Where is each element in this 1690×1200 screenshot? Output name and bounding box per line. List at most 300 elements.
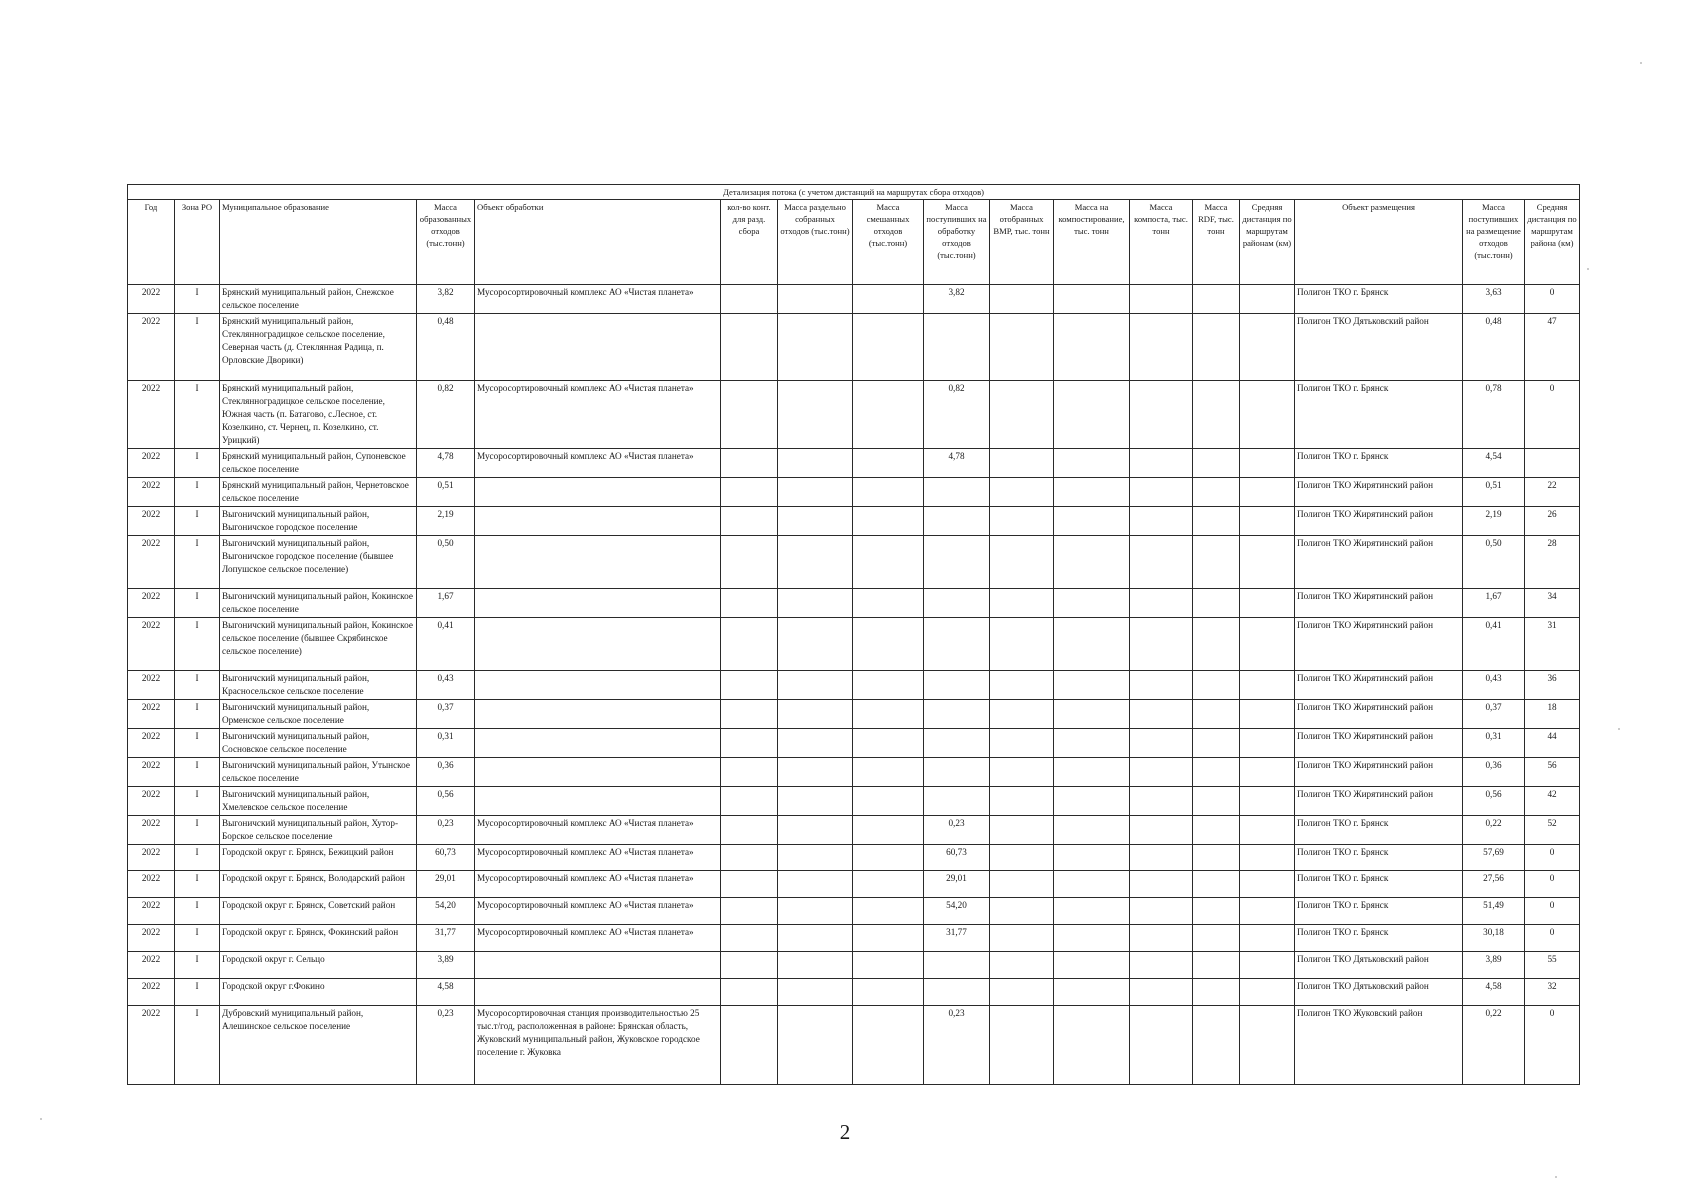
placement-mass-cell: 0,51 <box>1463 478 1525 507</box>
compost-cell <box>1130 671 1193 700</box>
placement-mass-cell: 1,67 <box>1463 589 1525 618</box>
placement-object-cell: Полигон ТКО Жирятинский район <box>1295 729 1463 758</box>
year-cell: 2022 <box>128 729 175 758</box>
compost-input-cell <box>1054 952 1130 979</box>
containers-cell <box>721 979 778 1006</box>
zone-cell: I <box>175 285 220 314</box>
rdf-cell <box>1193 478 1240 507</box>
avg-distance-route-cell <box>1240 285 1295 314</box>
vmr-mass-cell <box>990 925 1054 952</box>
year-cell: 2022 <box>128 507 175 536</box>
distance-cell: 42 <box>1525 787 1580 816</box>
year-cell: 2022 <box>128 478 175 507</box>
rdf-cell <box>1193 449 1240 478</box>
compost-input-cell <box>1054 285 1130 314</box>
rdf-cell <box>1193 758 1240 787</box>
placement-object-cell: Полигон ТКО Жуковский район <box>1295 1006 1463 1085</box>
mixed-mass-cell <box>853 729 924 758</box>
containers-cell <box>721 589 778 618</box>
placement-object-cell: Полигон ТКО г. Брянск <box>1295 381 1463 449</box>
mixed-mass-cell <box>853 898 924 925</box>
separate-mass-cell <box>778 536 853 589</box>
separate-mass-cell <box>778 1006 853 1085</box>
processing-object-cell <box>475 729 721 758</box>
processing-mass-cell <box>924 536 990 589</box>
distance-cell: 31 <box>1525 618 1580 671</box>
year-cell: 2022 <box>128 671 175 700</box>
rdf-cell <box>1193 507 1240 536</box>
distance-cell: 28 <box>1525 536 1580 589</box>
processing-object-cell <box>475 787 721 816</box>
processing-mass-cell: 29,01 <box>924 871 990 898</box>
placement-object-cell: Полигон ТКО г. Брянск <box>1295 871 1463 898</box>
processing-mass-cell <box>924 507 990 536</box>
mass-generated-cell: 31,77 <box>417 925 475 952</box>
compost-cell <box>1130 381 1193 449</box>
table-header <box>128 185 1580 285</box>
scan-speck <box>1618 728 1620 730</box>
separate-mass-cell <box>778 671 853 700</box>
avg-distance-route-cell <box>1240 478 1295 507</box>
scan-speck <box>1555 1176 1557 1178</box>
municipality-cell: Выгоничский муниципальный район, Кокинское сельское поселение (бывшее Скрябинское сельское поселение) <box>220 618 417 671</box>
separate-mass-cell <box>778 314 853 381</box>
compost-cell <box>1130 979 1193 1006</box>
containers-cell <box>721 449 778 478</box>
column-header: Масса компоста, тыс. тонн <box>1130 200 1193 285</box>
placement-object-cell: Полигон ТКО Дятьковский район <box>1295 314 1463 381</box>
containers-cell <box>721 618 778 671</box>
municipality-cell: Выгоничский муниципальный район, Выгоничское городское поселение <box>220 507 417 536</box>
compost-cell <box>1130 729 1193 758</box>
processing-mass-cell: 0,23 <box>924 816 990 845</box>
mass-generated-cell: 29,01 <box>417 871 475 898</box>
placement-object-cell: Полигон ТКО Дятьковский район <box>1295 952 1463 979</box>
distance-cell: 18 <box>1525 700 1580 729</box>
separate-mass-cell <box>778 285 853 314</box>
year-cell: 2022 <box>128 589 175 618</box>
containers-cell <box>721 871 778 898</box>
compost-input-cell <box>1054 449 1130 478</box>
waste-flow-table <box>127 184 1580 1085</box>
municipality-cell: Брянский муниципальный район, Снежское сельское поселение <box>220 285 417 314</box>
containers-cell <box>721 285 778 314</box>
containers-cell <box>721 898 778 925</box>
processing-mass-cell <box>924 478 990 507</box>
table-row <box>128 618 1580 671</box>
table-row <box>128 729 1580 758</box>
avg-distance-route-cell <box>1240 952 1295 979</box>
compost-input-cell <box>1054 729 1130 758</box>
municipality-cell: Выгоничский муниципальный район, Орменское сельское поселение <box>220 700 417 729</box>
avg-distance-route-cell <box>1240 871 1295 898</box>
rdf-cell <box>1193 816 1240 845</box>
separate-mass-cell <box>778 925 853 952</box>
processing-object-cell <box>475 618 721 671</box>
placement-object-cell: Полигон ТКО Жирятинский район <box>1295 671 1463 700</box>
processing-object-cell <box>475 700 721 729</box>
zone-cell: I <box>175 816 220 845</box>
avg-distance-route-cell <box>1240 979 1295 1006</box>
zone-cell: I <box>175 898 220 925</box>
placement-mass-cell: 57,69 <box>1463 845 1525 871</box>
vmr-mass-cell <box>990 671 1054 700</box>
column-header: Год <box>128 200 175 285</box>
table-row <box>128 871 1580 898</box>
zone-cell: I <box>175 845 220 871</box>
vmr-mass-cell <box>990 536 1054 589</box>
separate-mass-cell <box>778 449 853 478</box>
zone-cell: I <box>175 618 220 671</box>
avg-distance-route-cell <box>1240 618 1295 671</box>
processing-mass-cell: 60,73 <box>924 845 990 871</box>
rdf-cell <box>1193 845 1240 871</box>
distance-cell: 0 <box>1525 845 1580 871</box>
mass-generated-cell: 0,43 <box>417 671 475 700</box>
avg-distance-route-cell <box>1240 758 1295 787</box>
municipality-cell: Выгоничский муниципальный район, Хутор-Борское сельское поселение <box>220 816 417 845</box>
separate-mass-cell <box>778 618 853 671</box>
mass-generated-cell: 0,51 <box>417 478 475 507</box>
compost-input-cell <box>1054 871 1130 898</box>
column-header: Масса поступивших на размещение отходов (тыс.тонн) <box>1463 200 1525 285</box>
mixed-mass-cell <box>853 925 924 952</box>
processing-mass-cell: 31,77 <box>924 925 990 952</box>
avg-distance-route-cell <box>1240 729 1295 758</box>
processing-object-cell <box>475 671 721 700</box>
compost-cell <box>1130 871 1193 898</box>
mixed-mass-cell <box>853 671 924 700</box>
year-cell: 2022 <box>128 925 175 952</box>
vmr-mass-cell <box>990 449 1054 478</box>
year-cell: 2022 <box>128 618 175 671</box>
containers-cell <box>721 671 778 700</box>
processing-object-cell: Мусоросортировочный комплекс АО «Чистая планета» <box>475 898 721 925</box>
vmr-mass-cell <box>990 952 1054 979</box>
mass-generated-cell: 4,58 <box>417 979 475 1006</box>
municipality-cell: Городской округ г. Сельцо <box>220 952 417 979</box>
separate-mass-cell <box>778 758 853 787</box>
distance-cell: 34 <box>1525 589 1580 618</box>
table-row <box>128 952 1580 979</box>
placement-mass-cell: 0,50 <box>1463 536 1525 589</box>
compost-cell <box>1130 285 1193 314</box>
separate-mass-cell <box>778 589 853 618</box>
processing-object-cell: Мусоросортировочный комплекс АО «Чистая планета» <box>475 449 721 478</box>
rdf-cell <box>1193 979 1240 1006</box>
year-cell: 2022 <box>128 871 175 898</box>
mass-generated-cell: 1,67 <box>417 589 475 618</box>
placement-mass-cell: 27,56 <box>1463 871 1525 898</box>
compost-cell <box>1130 700 1193 729</box>
compost-input-cell <box>1054 845 1130 871</box>
distance-cell: 36 <box>1525 671 1580 700</box>
year-cell: 2022 <box>128 787 175 816</box>
compost-cell <box>1130 589 1193 618</box>
table-row <box>128 758 1580 787</box>
placement-mass-cell: 0,78 <box>1463 381 1525 449</box>
vmr-mass-cell <box>990 758 1054 787</box>
containers-cell <box>721 845 778 871</box>
rdf-cell <box>1193 952 1240 979</box>
compost-cell <box>1130 478 1193 507</box>
compost-cell <box>1130 787 1193 816</box>
containers-cell <box>721 381 778 449</box>
rdf-cell <box>1193 898 1240 925</box>
processing-object-cell <box>475 478 721 507</box>
avg-distance-route-cell <box>1240 507 1295 536</box>
avg-distance-route-cell <box>1240 449 1295 478</box>
containers-cell <box>721 314 778 381</box>
containers-cell <box>721 1006 778 1085</box>
table-row <box>128 314 1580 381</box>
compost-input-cell <box>1054 478 1130 507</box>
placement-mass-cell: 3,63 <box>1463 285 1525 314</box>
avg-distance-route-cell <box>1240 845 1295 871</box>
column-header-row <box>128 200 1580 285</box>
year-cell: 2022 <box>128 449 175 478</box>
vmr-mass-cell <box>990 1006 1054 1085</box>
compost-input-cell <box>1054 979 1130 1006</box>
processing-object-cell <box>475 589 721 618</box>
placement-object-cell: Полигон ТКО Жирятинский район <box>1295 589 1463 618</box>
mass-generated-cell: 0,23 <box>417 816 475 845</box>
compost-input-cell <box>1054 898 1130 925</box>
mass-generated-cell: 0,36 <box>417 758 475 787</box>
column-header: Масса поступивших на обработку отходов (тыс.тонн) <box>924 200 990 285</box>
placement-object-cell: Полигон ТКО Жирятинский район <box>1295 787 1463 816</box>
year-cell: 2022 <box>128 952 175 979</box>
placement-mass-cell: 0,36 <box>1463 758 1525 787</box>
containers-cell <box>721 536 778 589</box>
zone-cell: I <box>175 1006 220 1085</box>
rdf-cell <box>1193 618 1240 671</box>
mass-generated-cell: 60,73 <box>417 845 475 871</box>
processing-mass-cell: 0,23 <box>924 1006 990 1085</box>
compost-cell <box>1130 314 1193 381</box>
placement-mass-cell: 0,56 <box>1463 787 1525 816</box>
year-cell: 2022 <box>128 816 175 845</box>
zone-cell: I <box>175 925 220 952</box>
mass-generated-cell: 0,41 <box>417 618 475 671</box>
mass-generated-cell: 0,56 <box>417 787 475 816</box>
zone-cell: I <box>175 671 220 700</box>
municipality-cell: Городской округ г. Брянск, Бежицкий район <box>220 845 417 871</box>
distance-cell: 47 <box>1525 314 1580 381</box>
mixed-mass-cell <box>853 589 924 618</box>
processing-object-cell <box>475 536 721 589</box>
table-row <box>128 1006 1580 1085</box>
placement-mass-cell: 2,19 <box>1463 507 1525 536</box>
compost-input-cell <box>1054 381 1130 449</box>
mixed-mass-cell <box>853 507 924 536</box>
separate-mass-cell <box>778 787 853 816</box>
placement-object-cell: Полигон ТКО Жирятинский район <box>1295 618 1463 671</box>
scan-speck <box>1587 268 1589 270</box>
compost-cell <box>1130 952 1193 979</box>
containers-cell <box>721 816 778 845</box>
zone-cell: I <box>175 449 220 478</box>
rdf-cell <box>1193 1006 1240 1085</box>
distance-cell: 56 <box>1525 758 1580 787</box>
table-row <box>128 285 1580 314</box>
municipality-cell: Брянский муниципальный район, Стеклянноградицкое сельское поселение, Южная часть (п. Батагово, с.Лесное, ст. Козелкино, ст. Чернец, п. Козелкино, ст. Урицкий) <box>220 381 417 449</box>
processing-mass-cell <box>924 729 990 758</box>
distance-cell: 0 <box>1525 381 1580 449</box>
year-cell: 2022 <box>128 898 175 925</box>
placement-object-cell: Полигон ТКО Жирятинский район <box>1295 758 1463 787</box>
zone-cell: I <box>175 787 220 816</box>
processing-object-cell: Мусоросортировочный комплекс АО «Чистая планета» <box>475 845 721 871</box>
mixed-mass-cell <box>853 381 924 449</box>
zone-cell: I <box>175 589 220 618</box>
mixed-mass-cell <box>853 536 924 589</box>
year-cell: 2022 <box>128 758 175 787</box>
compost-input-cell <box>1054 700 1130 729</box>
distance-cell <box>1525 449 1580 478</box>
municipality-cell: Городской округ г. Брянск, Володарский район <box>220 871 417 898</box>
scan-speck <box>1640 62 1642 64</box>
table-row <box>128 700 1580 729</box>
processing-object-cell: Мусоросортировочный комплекс АО «Чистая планета» <box>475 871 721 898</box>
compost-input-cell <box>1054 758 1130 787</box>
placement-mass-cell: 3,89 <box>1463 952 1525 979</box>
avg-distance-route-cell <box>1240 925 1295 952</box>
column-header: Средняя дистанция по маршрутам района (км) <box>1525 200 1580 285</box>
compost-input-cell <box>1054 536 1130 589</box>
separate-mass-cell <box>778 507 853 536</box>
placement-object-cell: Полигон ТКО г. Брянск <box>1295 285 1463 314</box>
compost-cell <box>1130 758 1193 787</box>
column-header: Объект обработки <box>475 200 721 285</box>
municipality-cell: Выгоничский муниципальный район, Хмелевское сельское поселение <box>220 787 417 816</box>
rdf-cell <box>1193 871 1240 898</box>
placement-object-cell: Полигон ТКО г. Брянск <box>1295 925 1463 952</box>
distance-cell: 55 <box>1525 952 1580 979</box>
placement-mass-cell: 0,41 <box>1463 618 1525 671</box>
rdf-cell <box>1193 671 1240 700</box>
compost-input-cell <box>1054 507 1130 536</box>
placement-object-cell: Полигон ТКО г. Брянск <box>1295 816 1463 845</box>
table-row <box>128 671 1580 700</box>
processing-mass-cell <box>924 314 990 381</box>
processing-mass-cell <box>924 671 990 700</box>
distance-cell: 44 <box>1525 729 1580 758</box>
mixed-mass-cell <box>853 285 924 314</box>
municipality-cell: Городской округ г.Фокино <box>220 979 417 1006</box>
compost-cell <box>1130 449 1193 478</box>
zone-cell: I <box>175 758 220 787</box>
containers-cell <box>721 758 778 787</box>
distance-cell: 0 <box>1525 1006 1580 1085</box>
municipality-cell: Городской округ г. Брянск, Фокинский район <box>220 925 417 952</box>
distance-cell: 0 <box>1525 871 1580 898</box>
containers-cell <box>721 478 778 507</box>
processing-object-cell <box>475 507 721 536</box>
column-header: Масса образованных отходов (тыс.тонн) <box>417 200 475 285</box>
zone-cell: I <box>175 700 220 729</box>
separate-mass-cell <box>778 952 853 979</box>
zone-cell: I <box>175 314 220 381</box>
mixed-mass-cell <box>853 845 924 871</box>
mixed-mass-cell <box>853 314 924 381</box>
column-header: Средняя дистанция по маршрутам районам (км) <box>1240 200 1295 285</box>
compost-input-cell <box>1054 1006 1130 1085</box>
rdf-cell <box>1193 536 1240 589</box>
municipality-cell: Выгоничский муниципальный район, Выгоничское городское поселение (бывшее Лопушское сельское поселение) <box>220 536 417 589</box>
municipality-cell: Выгоничский муниципальный район, Утынское сельское поселение <box>220 758 417 787</box>
vmr-mass-cell <box>990 729 1054 758</box>
table-row <box>128 449 1580 478</box>
column-header: Масса смешанных отходов (тыс.тонн) <box>853 200 924 285</box>
table-row <box>128 536 1580 589</box>
table-body <box>128 285 1580 1085</box>
processing-object-cell <box>475 314 721 381</box>
table-row <box>128 845 1580 871</box>
table-row <box>128 979 1580 1006</box>
mass-generated-cell: 3,82 <box>417 285 475 314</box>
vmr-mass-cell <box>990 845 1054 871</box>
placement-mass-cell: 51,49 <box>1463 898 1525 925</box>
avg-distance-route-cell <box>1240 1006 1295 1085</box>
rdf-cell <box>1193 589 1240 618</box>
vmr-mass-cell <box>990 314 1054 381</box>
table-row <box>128 816 1580 845</box>
table-row <box>128 925 1580 952</box>
mass-generated-cell: 4,78 <box>417 449 475 478</box>
avg-distance-route-cell <box>1240 898 1295 925</box>
municipality-cell: Брянский муниципальный район, Чернетовское сельское поселение <box>220 478 417 507</box>
rdf-cell <box>1193 700 1240 729</box>
distance-cell: 0 <box>1525 925 1580 952</box>
table-row <box>128 478 1580 507</box>
zone-cell: I <box>175 952 220 979</box>
containers-cell <box>721 729 778 758</box>
compost-input-cell <box>1054 618 1130 671</box>
distance-cell: 52 <box>1525 816 1580 845</box>
mixed-mass-cell <box>853 758 924 787</box>
distance-cell: 32 <box>1525 979 1580 1006</box>
mixed-mass-cell <box>853 952 924 979</box>
table-row <box>128 787 1580 816</box>
year-cell: 2022 <box>128 285 175 314</box>
compost-input-cell <box>1054 925 1130 952</box>
processing-object-cell <box>475 758 721 787</box>
distance-cell: 0 <box>1525 898 1580 925</box>
processing-mass-cell: 54,20 <box>924 898 990 925</box>
rdf-cell <box>1193 314 1240 381</box>
separate-mass-cell <box>778 898 853 925</box>
rdf-cell <box>1193 381 1240 449</box>
placement-mass-cell: 0,48 <box>1463 314 1525 381</box>
year-cell: 2022 <box>128 314 175 381</box>
processing-object-cell: Мусоросортировочный комплекс АО «Чистая планета» <box>475 381 721 449</box>
placement-mass-cell: 0,31 <box>1463 729 1525 758</box>
placement-mass-cell: 30,18 <box>1463 925 1525 952</box>
vmr-mass-cell <box>990 507 1054 536</box>
column-header: Масса на компостирование, тыс. тонн <box>1054 200 1130 285</box>
zone-cell: I <box>175 729 220 758</box>
year-cell: 2022 <box>128 536 175 589</box>
placement-object-cell: Полигон ТКО Жирятинский район <box>1295 507 1463 536</box>
vmr-mass-cell <box>990 285 1054 314</box>
placement-mass-cell: 0,37 <box>1463 700 1525 729</box>
vmr-mass-cell <box>990 618 1054 671</box>
zone-cell: I <box>175 381 220 449</box>
placement-object-cell: Полигон ТКО г. Брянск <box>1295 898 1463 925</box>
mixed-mass-cell <box>853 618 924 671</box>
processing-mass-cell <box>924 700 990 729</box>
